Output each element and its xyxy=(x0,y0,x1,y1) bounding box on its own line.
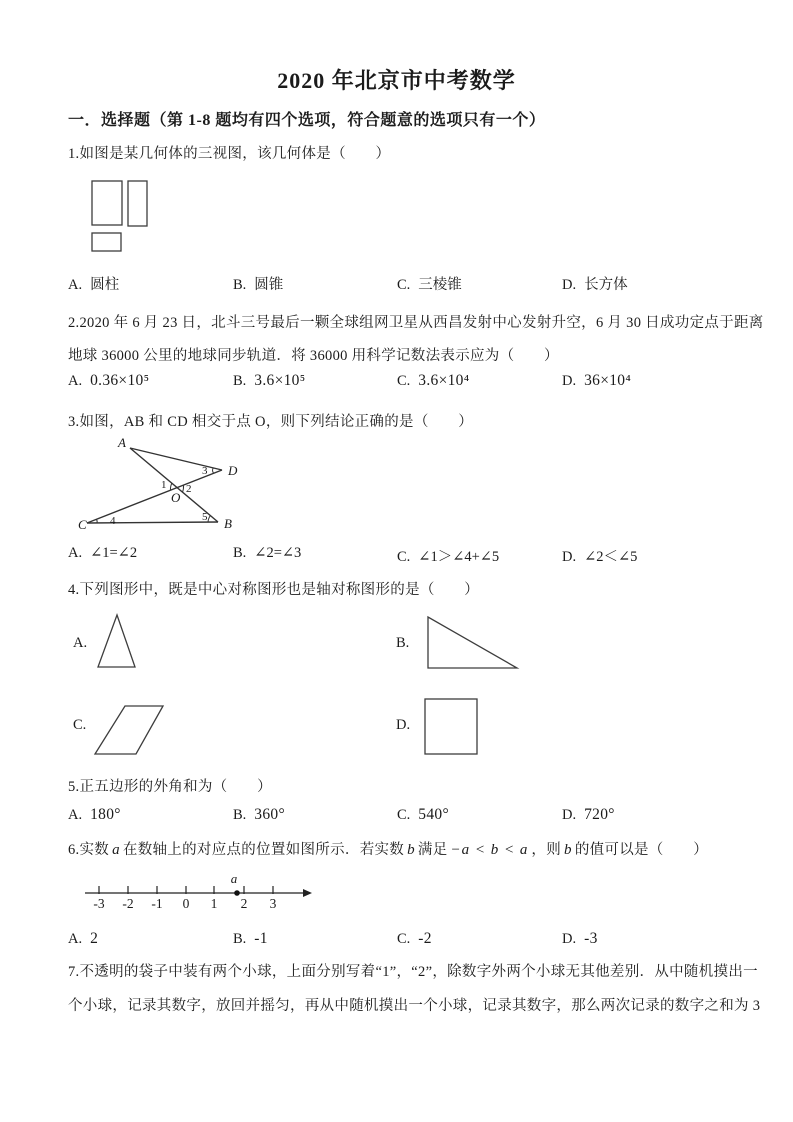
option-text: 圆锥 xyxy=(254,277,284,293)
q6-option-c xyxy=(397,930,562,948)
right-triangle-shape xyxy=(425,614,520,672)
q5-option-d xyxy=(562,806,615,824)
point-label-D: D xyxy=(228,463,238,478)
q6-var-b: b xyxy=(407,842,415,858)
option-label: D. xyxy=(562,373,577,389)
q5-option-c xyxy=(397,806,562,824)
q2-option-c xyxy=(397,372,562,390)
q7-line-1: 7.不透明的袋子中装有两个小球，上面分别写着“1”，“2”，除数字外两个小球无其他差别．从中随机摸出一 xyxy=(68,964,758,980)
q2-option-b xyxy=(233,372,397,390)
option-text: 720° xyxy=(584,806,615,823)
option-text: 540° xyxy=(418,806,449,823)
option-text: 0.36×10⁵ xyxy=(90,372,150,389)
q1-option-a xyxy=(68,273,233,294)
q6-option-b xyxy=(233,930,397,948)
option-text: 2 xyxy=(90,930,99,947)
q6-number-line xyxy=(75,866,320,914)
option-label: B. xyxy=(233,277,247,293)
q3-text: 3.如图，AB 和 CD 相交于点 O，则下列结论正确的是（ ） xyxy=(68,414,474,430)
section-heading: 一．选择题（第 1-8 题均有四个选项，符合题意的选项只有一个） xyxy=(68,112,546,129)
q6-text xyxy=(68,838,708,859)
option-text: 36×10⁴ xyxy=(584,372,632,389)
option-text: -3 xyxy=(584,930,598,947)
q6-var-a: a xyxy=(112,842,120,858)
option-label: C. xyxy=(397,807,411,823)
page-title: 2020 年北京市中考数学 xyxy=(277,68,516,93)
option-text: 3.6×10⁴ xyxy=(418,372,470,389)
option-label: D. xyxy=(562,549,577,565)
q3-option-b xyxy=(233,545,397,566)
q1-option-b xyxy=(233,273,397,294)
triangle-shape xyxy=(95,612,140,672)
option-text: 圆柱 xyxy=(90,277,120,293)
option-label: A. xyxy=(68,545,83,561)
q1-three-view-figure xyxy=(85,176,155,258)
option-text: 180° xyxy=(90,806,121,823)
option-label: B. xyxy=(233,545,247,561)
tick-labels xyxy=(93,896,276,911)
q6-inequality: −a < b < a xyxy=(450,842,529,858)
square-shape xyxy=(423,697,481,757)
q2-option-a xyxy=(68,372,233,390)
q2-option-d xyxy=(562,372,631,390)
q1-options xyxy=(68,273,763,294)
arc-angle-5 xyxy=(208,516,210,523)
q7-line-2: 个小球，记录其数字，放回并摇匀，再从中随机摸出一个小球，记录其数字，那么两次记录的数字之和为 3 xyxy=(68,998,761,1014)
q6-seg3: 满足 xyxy=(417,842,448,858)
option-text: 三棱锥 xyxy=(418,277,462,293)
arc-angle-3 xyxy=(213,468,214,473)
point-a-dot xyxy=(234,890,240,896)
top-view-rect xyxy=(92,233,121,251)
option-label: C. xyxy=(397,931,411,947)
q4-shape-b-label: B. xyxy=(396,635,410,651)
option-label: B. xyxy=(233,931,247,947)
parallelogram-shape xyxy=(92,703,170,758)
tick-label: 1 xyxy=(210,896,218,911)
q5-option-b xyxy=(233,806,397,824)
option-label: A. xyxy=(68,807,83,823)
option-text: ∠1＞∠4+∠5 xyxy=(418,549,500,565)
point-label-O: O xyxy=(171,490,181,505)
arc-angle-2 xyxy=(182,485,183,492)
option-text: 3.6×10⁵ xyxy=(254,372,306,389)
tick-label: -1 xyxy=(151,896,163,911)
front-view-rect xyxy=(92,181,122,225)
tick-label: 2 xyxy=(240,896,248,911)
tick-label: -2 xyxy=(122,896,134,911)
q6-seg2: 在数轴上的对应点的位置如图所示．若实数 xyxy=(122,842,405,858)
q2-line-1: 2.2020 年 6 月 23 日，北斗三号最后一颗全球组网卫星从西昌发射中心发射升空，6 月 30 日成功定点于距离 xyxy=(68,315,764,331)
q1-text: 1.如图是某几何体的三视图，该几何体是（ ） xyxy=(68,146,391,162)
q3-option-a xyxy=(68,545,233,566)
q2-options xyxy=(68,372,763,390)
q6-option-d xyxy=(562,930,598,948)
axis-arrow-icon xyxy=(303,889,312,897)
option-label: D. xyxy=(562,931,577,947)
option-text: 长方体 xyxy=(584,277,628,293)
square xyxy=(425,699,477,754)
q4-shape-c-label: C. xyxy=(73,717,87,733)
option-label: A. xyxy=(68,277,83,293)
option-label: C. xyxy=(397,373,411,389)
option-label: A. xyxy=(68,931,83,947)
q5-options xyxy=(68,806,763,824)
point-label-B: B xyxy=(224,516,232,531)
angle-label-4: 4 xyxy=(110,515,116,527)
q6-var-b2: b xyxy=(564,842,572,858)
q6-seg5: 的值可以是（ ） xyxy=(574,842,709,858)
parallelogram xyxy=(95,706,163,754)
q3-option-c xyxy=(397,545,562,566)
right-triangle xyxy=(428,617,517,668)
q3-options xyxy=(68,545,763,566)
axis xyxy=(85,886,303,894)
option-text: -1 xyxy=(254,930,268,947)
q3-intersecting-lines-figure xyxy=(78,436,246,536)
tick-label: -3 xyxy=(93,896,105,911)
option-label: C. xyxy=(397,277,411,293)
option-text: ∠2＜∠5 xyxy=(584,549,638,565)
q6-option-a xyxy=(68,930,233,948)
side-view-rect xyxy=(128,181,147,226)
point-label-C: C xyxy=(78,517,87,532)
option-text: ∠1=∠2 xyxy=(90,545,138,561)
option-label: A. xyxy=(68,373,83,389)
q4-shape-a-label: A. xyxy=(73,635,88,651)
option-label: D. xyxy=(562,277,577,293)
option-label: D. xyxy=(562,807,577,823)
option-text: 360° xyxy=(254,806,285,823)
q6-seg1: 6.实数 xyxy=(68,842,110,858)
option-text: -2 xyxy=(418,930,432,947)
option-label: B. xyxy=(233,807,247,823)
q2-line-2: 地球 36000 公里的地球同步轨道．将 36000 用科学记数法表示应为（ ） xyxy=(68,348,559,364)
q3-option-d xyxy=(562,545,637,566)
angle-label-2: 2 xyxy=(186,483,192,495)
q5-text: 5.正五边形的外角和为（ ） xyxy=(68,779,272,795)
angle-label-3: 3 xyxy=(202,465,208,477)
angle-label-1: 1 xyxy=(161,479,167,491)
q4-text: 4.下列图形中，既是中心对称图形也是轴对称图形的是（ ） xyxy=(68,582,480,598)
option-label: B. xyxy=(233,373,247,389)
tick-label: 0 xyxy=(182,896,190,911)
q1-option-d xyxy=(562,273,628,294)
line-CB xyxy=(87,522,218,523)
q6-options xyxy=(68,930,763,948)
triangle xyxy=(98,615,135,667)
q4-shape-d-label: D. xyxy=(396,717,411,733)
point-a-label: a xyxy=(230,871,238,886)
q1-option-c xyxy=(397,273,562,294)
tick-label: 3 xyxy=(269,896,277,911)
q5-option-a xyxy=(68,806,233,824)
q6-seg4: ，则 xyxy=(531,842,561,858)
option-text: ∠2=∠3 xyxy=(254,545,302,561)
option-label: C. xyxy=(397,549,411,565)
angle-label-5: 5 xyxy=(202,511,208,523)
point-label-A: A xyxy=(118,435,126,450)
